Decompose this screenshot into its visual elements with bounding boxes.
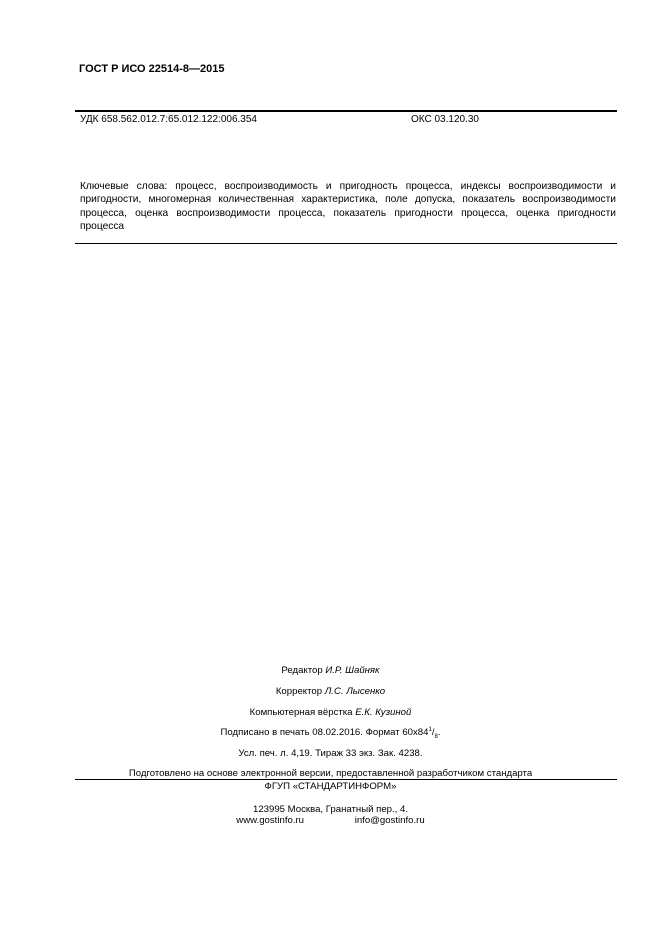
- format-sup: 1: [428, 727, 432, 733]
- publisher-name: ФГУП «СТАНДАРТИНФОРМ»: [264, 781, 397, 792]
- layout-line: [0, 707, 661, 718]
- layout-label: Компьютерная вёрстка: [249, 707, 353, 718]
- print-info: Усл. печ. л. 4,19. Тираж 33 экз. Зак. 4238.: [238, 748, 423, 759]
- udk-code: УДК 658.562.012.7:65.012.122:006.354: [80, 114, 257, 125]
- imprint-divider: [75, 779, 617, 780]
- standard-title: ГОСТ Р ИСО 22514-8—2015: [79, 63, 225, 75]
- publisher-address: 123995 Москва, Гранатный пер., 4.: [253, 804, 408, 815]
- format-sub: 8: [434, 734, 438, 741]
- keywords-paragraph: Ключевые слова: процесс, воспроизводимость и пригодность процесса, индексы воспроизводимости и пригодности, многомерная количественная характеристика, поле допуска, показатель воспроизводимости процесса, оценка воспроизводимости процесса, показатель пригодности процесса, оценка пригодности процесса: [80, 181, 616, 232]
- top-divider: [75, 110, 617, 112]
- oks-code: ОКС 03.120.30: [411, 114, 479, 125]
- corrector-label: Корректор: [275, 686, 323, 697]
- editor-line: [0, 665, 661, 676]
- email-link[interactable]: info@gostinfo.ru: [354, 815, 425, 826]
- layout-name: Е.К. Кузиной: [355, 707, 412, 718]
- corrector-name: Л.С. Лысенко: [324, 686, 386, 697]
- editor-label: Редактор: [281, 665, 323, 676]
- keywords-divider: [75, 243, 617, 244]
- contact-line: [0, 815, 661, 826]
- signed-text: Подписано в печать 08.02.2016. Формат 60x84: [220, 727, 429, 739]
- editor-name: И.Р. Шайняк: [325, 665, 380, 676]
- corrector-line: [0, 686, 661, 697]
- website-link[interactable]: www.gostinfo.ru: [236, 815, 305, 826]
- signed-end: .: [437, 727, 441, 739]
- signed-line: Подписано в печать 08.02.2016. Формат $60x84^1/_8$.: [220, 727, 441, 741]
- prepared-note: Подготовлено на основе электронной версии, предоставленной разработчиком стандарта: [128, 768, 533, 779]
